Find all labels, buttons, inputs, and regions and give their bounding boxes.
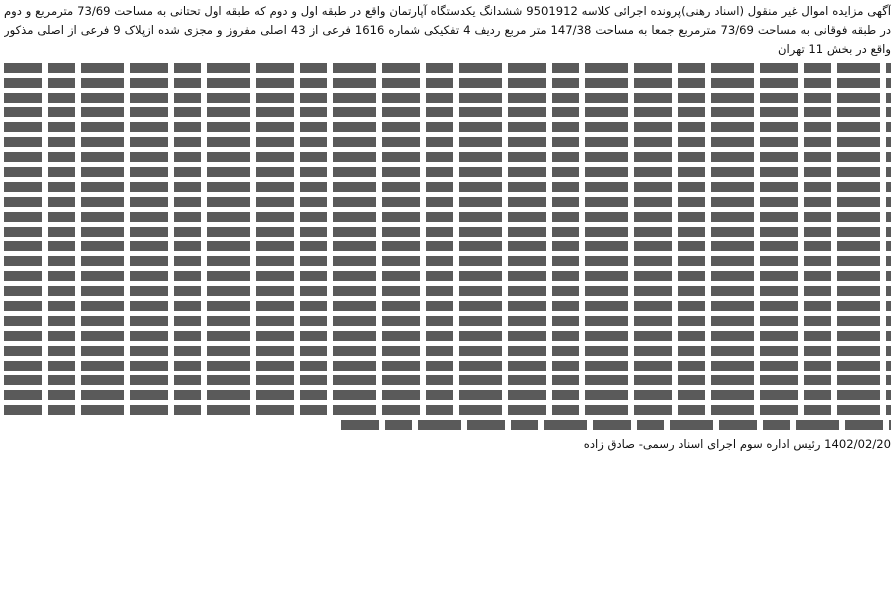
text-line <box>4 390 891 400</box>
text-line <box>4 78 891 88</box>
text-line <box>4 107 891 117</box>
text-line <box>4 271 891 281</box>
text-line <box>341 420 891 430</box>
text-line <box>4 331 891 341</box>
text-line <box>4 241 891 251</box>
text-line <box>4 375 891 385</box>
text-line <box>4 152 891 162</box>
auction-notice-document <box>4 2 891 587</box>
text-line <box>4 286 891 296</box>
notice-opening-text: آگهی مزایده اموال غیر منقول (اسناد رهنی)پرونده اجرائی کلاسه 9501912 ششدانگ یکدستگاه آپارتمان واقع در طبقه اول و دوم که طبقه اول تحتانی به مساحت 73/69 مترمربع و دوم در طبقه فوقانی به مساحت 73/69 مترمربع جمعا به مساحت 147/38 متر مربع ردیف 4 تفکیکی شماره 1616 فرعی از 43 اصلی مفروز و مجزی شده ازپلاک 9 فرعی از اصلی مذکور واقع در بخش 11 تهران <box>4 4 891 56</box>
text-line <box>4 182 891 192</box>
text-line <box>4 122 891 132</box>
text-line <box>4 361 891 371</box>
text-line <box>4 346 891 356</box>
text-line <box>4 301 891 311</box>
text-line <box>4 405 891 415</box>
text-line <box>4 137 891 147</box>
text-line <box>4 227 891 237</box>
text-line <box>4 256 891 266</box>
text-line <box>4 197 891 207</box>
text-line <box>4 167 891 177</box>
text-line <box>4 316 891 326</box>
text-line <box>4 93 891 103</box>
text-line <box>4 63 891 73</box>
signature-line: 1402/02/20 رئیس اداره سوم اجرای اسناد رسمی- صادق زاده <box>583 436 891 451</box>
notice-body <box>4 2 891 454</box>
text-line <box>4 212 891 222</box>
